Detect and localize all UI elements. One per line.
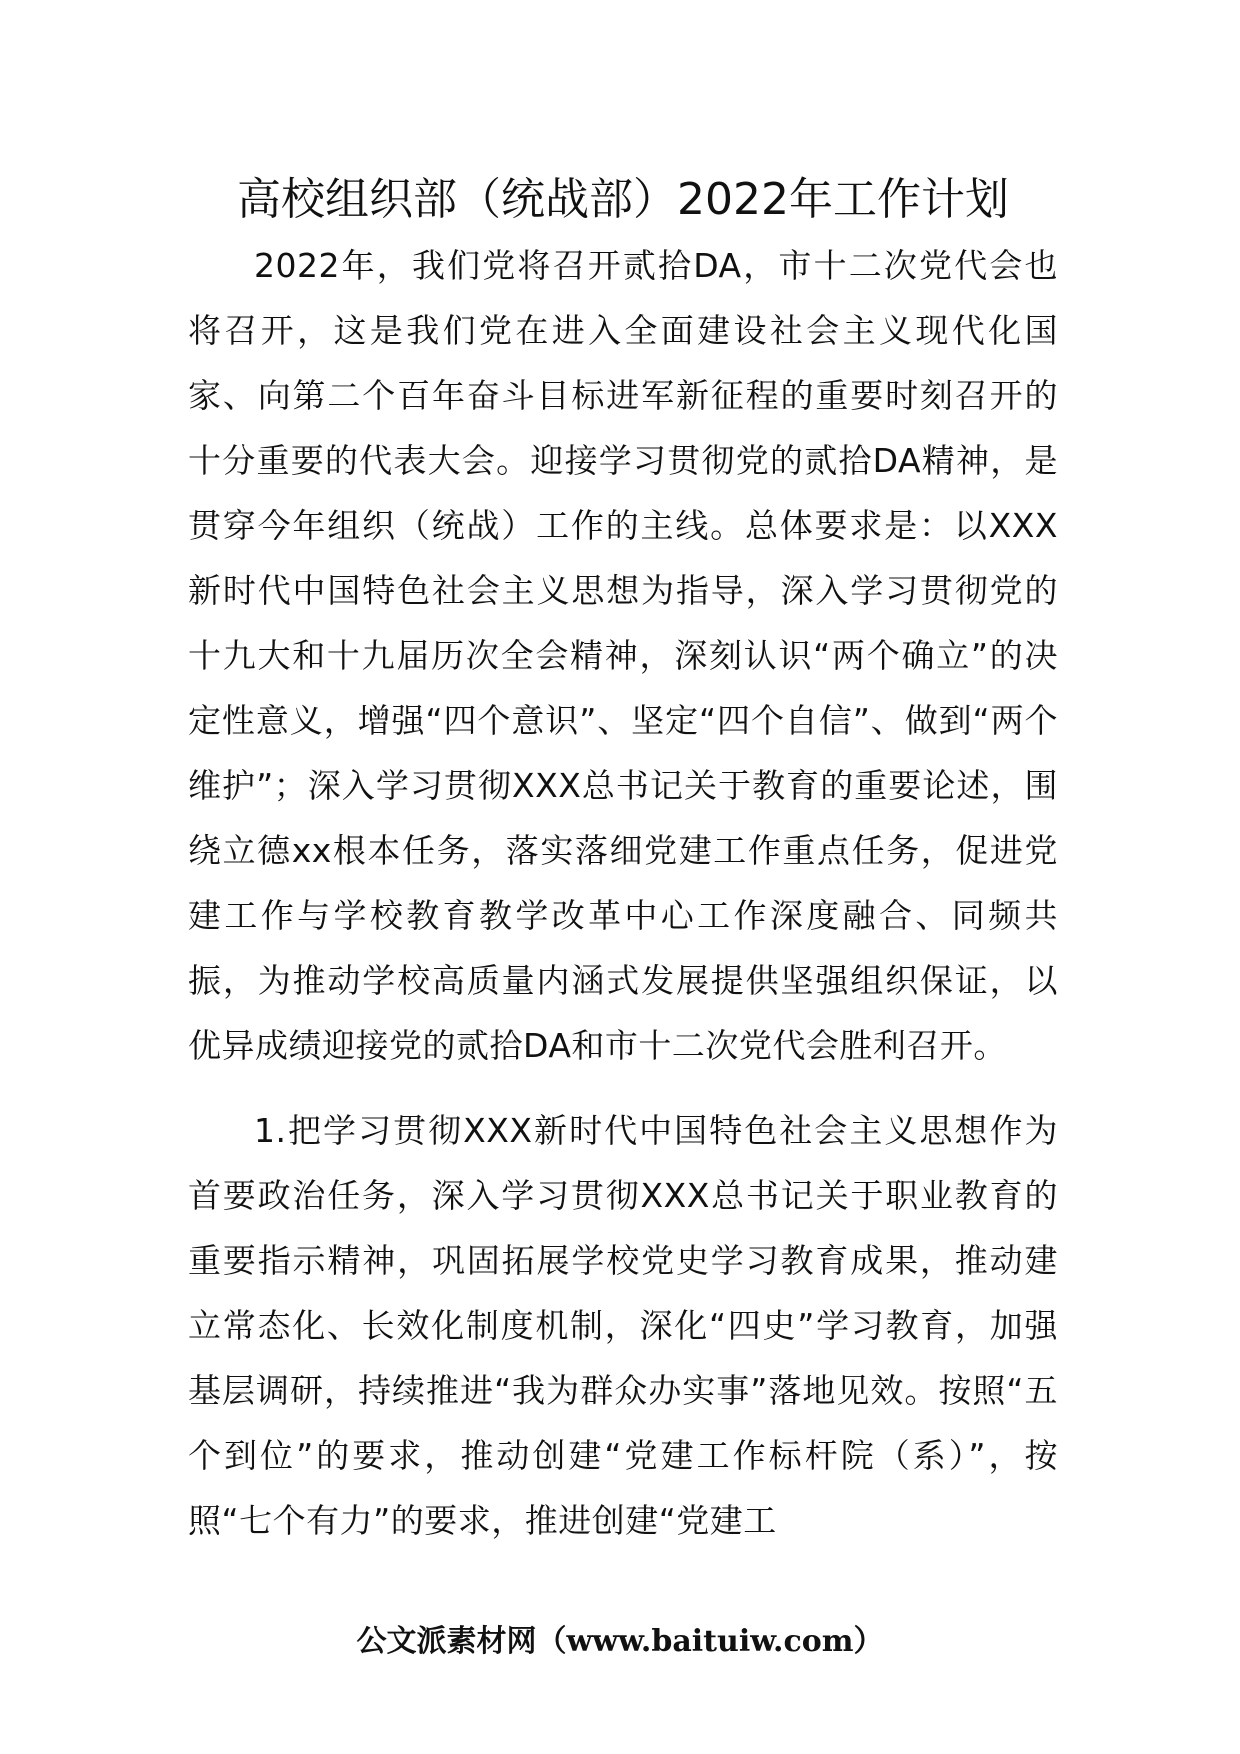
document-body	[188, 233, 1058, 1553]
footer-watermark: 公文派素材网（www.baituiw.com）	[356, 1624, 884, 1659]
paragraph-item-1: 1.把学习贯彻XXX新时代中国特色社会主义思想作为首要政治任务，深入学习贯彻XXX总书记关于职业教育的重要指示精神，巩固拓展学校党史学习教育成果，推动建立常态化、长效化制度机制，深化“四史”学习教育，加强基层调研，持续推进“我为群众办实事”落地见效。按照“五个到位”的要求，推动创建“党建工作标杆院（系）”，按照“七个有力”的要求，推进创建“党建工	[188, 1111, 1058, 1540]
document-title: 高校组织部（统战部）2022年工作计划	[237, 174, 1009, 225]
paragraph-intro: 2022年，我们党将召开贰拾DA，市十二次党代会也将召开，这是我们党在进入全面建设社会主义现代化国家、向第二个百年奋斗目标进军新征程的重要时刻召开的十分重要的代表大会。迎接学习贯彻党的贰拾DA精神，是贯穿今年组织（统战）工作的主线。总体要求是：以XXX新时代中国特色社会主义思想为指导，深入学习贯彻党的十九大和十九届历次全会精神，深刻认识“两个确立”的决定性意义，增强“四个意识”、坚定“四个自信”、做到“两个维护”；深入学习贯彻XXX总书记关于教育的重要论述，围绕立德xx根本任务，落实落细党建工作重点任务，促进党建工作与学校教育教学改革中心工作深度融合、同频共振，为推动学校高质量内涵式发展提供坚强组织保证，以优异成绩迎接党的贰拾DA和市十二次党代会胜利召开。	[188, 246, 1058, 1065]
